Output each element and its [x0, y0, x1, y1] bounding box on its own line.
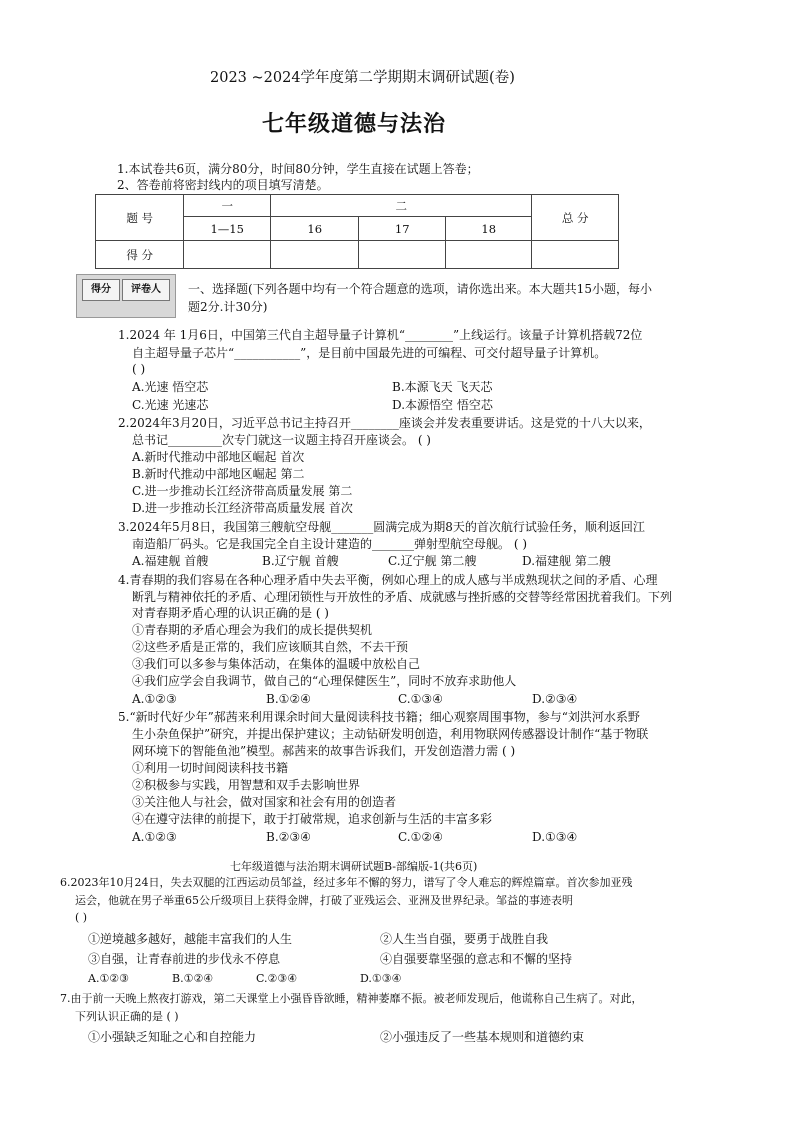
q1-paren: ( )	[132, 362, 146, 376]
part-one-header: 一	[184, 195, 271, 217]
q3-option-a: A.福建舰 首艘	[132, 554, 209, 568]
q2-option-a: A.新时代推动中部地区崛起 首次	[132, 450, 305, 464]
q6-line2: 运会，他就在男子举重65公斤级项目上获得金牌，打破了亚残运会、亚洲及世界纪录。邹益的事迹表明	[75, 894, 573, 907]
q1-option-d: D.本源悟空 悟空芯	[392, 398, 493, 412]
q16-header: 16	[270, 217, 358, 241]
q4-statement-1: ①青春期的矛盾心理会为我们的成长提供契机	[132, 623, 373, 637]
q4-statement-3: ③我们可以多参与集体活动，在集体的温暖中放松自己	[132, 657, 421, 671]
score-cell-17[interactable]	[359, 241, 446, 269]
q5-option-a: A.①②③	[132, 830, 177, 844]
q5-statement-3: ③关注他人与社会，做对国家和社会有用的创造者	[132, 795, 397, 809]
q18-header: 18	[445, 217, 532, 241]
q7-statement-2: ②小强违反了一些基本规则和道德约束	[380, 1030, 585, 1044]
grader-stamp	[76, 274, 176, 318]
q5-statement-2: ②积极参与实践，用智慧和双手去影响世界	[132, 778, 361, 792]
q3-option-b: B.辽宁舰 首艘	[262, 554, 339, 568]
sub-one: 1—15	[184, 217, 271, 241]
label-question-no: 题 号	[96, 195, 184, 241]
part-two-header: 二	[270, 195, 531, 217]
q4-option-b: B.①②④	[266, 692, 311, 706]
q3-option-d: D.福建舰 第二艘	[522, 554, 611, 568]
q2-line1: 2.2024年3月20日，习近平总书记主持召开________座谈会并发表重要讲话。这是党的十八大以来，	[118, 416, 651, 430]
q7-line2: 下列认识正确的是 ( )	[75, 1010, 179, 1023]
q3-line1: 3.2024年5月8日，我国第三艘航空母舰_______圆满完成为期8天的首次航行试验任务，顺利返回江	[118, 520, 645, 534]
q4-option-d: D.②③④	[532, 692, 578, 706]
q3-option-c: C.辽宁舰 第二艘	[388, 554, 477, 568]
q1-option-b: B.本源飞天 飞天芯	[392, 380, 493, 394]
q6-option-c: C.②③④	[256, 972, 298, 985]
section1-heading-line2: 题2分.计30分)	[188, 300, 268, 314]
q2-option-c: C.进一步推动长江经济带高质量发展 第二	[132, 484, 353, 498]
score-cell-total[interactable]	[532, 241, 619, 269]
page-footer: 七年级道德与法治期末调研试题B-部编版-1(共6页)	[230, 860, 478, 873]
q5-option-b: B.②③④	[266, 830, 311, 844]
q4-line1: 4.青春期的我们容易在各种心理矛盾中失去平衡，例如心理上的成人感与半成熟现状之间的矛盾、心理	[118, 573, 658, 587]
q1-option-a: A.光速 悟空芯	[132, 380, 209, 394]
q4-option-a: A.①②③	[132, 692, 177, 706]
section1-heading-line1: 一、选择题(下列各题中均有一个符合题意的选项，请你选出来。本大题共15小题，每小	[188, 282, 652, 296]
q6-statement-4: ④自强要靠坚强的意志和不懈的坚持	[380, 952, 573, 966]
q4-line3: 对青春期矛盾心理的认识正确的是 ( )	[132, 606, 329, 620]
q5-statement-4: ④在遵守法律的前提下，敢于打破常规，追求创新与生活的丰富多彩	[132, 812, 493, 826]
q1-line2: 自主超导量子芯片“___________”，是目前中国最先进的可编程、可交付超导量子计算机。	[132, 346, 607, 360]
q1-line1: 1.2024 年 1月6日，中国第三代自主超导量子计算机“________”上线运行。该量子计算机搭载72位	[118, 328, 643, 342]
q5-statement-1: ①利用一切时间阅读科技书籍	[132, 761, 289, 775]
q2-option-d: D.进一步推动长江经济带高质量发展 首次	[132, 501, 353, 515]
q4-line2: 断乳与精神依托的矛盾、心理闭锁性与开放性的矛盾、成就感与挫折感的交替等经常困扰着我们。下列	[132, 590, 673, 604]
q5-option-d: D.①③④	[532, 830, 578, 844]
q7-statement-1: ①小强缺乏知耻之心和自控能力	[88, 1030, 257, 1044]
q17-header: 17	[359, 217, 446, 241]
q5-option-c: C.①②④	[398, 830, 443, 844]
score-cell-18[interactable]	[445, 241, 532, 269]
q6-statement-1: ①逆境越多越好，越能丰富我们的人生	[88, 932, 293, 946]
total-header: 总 分	[532, 195, 619, 241]
q6-option-a: A.①②③	[88, 972, 130, 985]
q5-line1: 5.“新时代好少年”郝茜来利用课余时间大量阅读科技书籍；细心观察周围事物，参与“刘洪河水系野	[118, 710, 640, 724]
q4-statement-2: ②这些矛盾是正常的，我们应该顺其自然，不去干预	[132, 640, 409, 654]
q6-option-b: B.①②④	[172, 972, 214, 985]
q3-line2: 南造船厂码头。它是我国完全自主设计建造的_______弹射型航空母舰。 ( )	[132, 537, 527, 551]
q6-line1: 6.2023年10月24日，失去双腿的江西运动员邹益，经过多年不懈的努力，谱写了令人难忘的辉煌篇章。首次参加亚残	[60, 876, 633, 889]
subject-title: 七年级道德与法治	[262, 112, 447, 137]
q5-line3: 网环境下的智能鱼池”模型。郝茜来的故事告诉我们，开发创造潜力需 ( )	[132, 744, 516, 758]
q6-statement-2: ②人生当自强，要勇于战胜自我	[380, 932, 549, 946]
q2-line2: 总书记_________次专门就这一议题主持召开座谈会。 ( )	[132, 433, 431, 447]
label-score: 得 分	[96, 241, 184, 269]
q5-line2: 生小杂鱼保护”研究，并提出保护建议；主动钻研发明创造，利用物联网传感器设计制作“基于物联	[132, 727, 649, 741]
q6-statement-3: ③自强，让青春前进的步伐永不停息	[88, 952, 281, 966]
q4-option-c: C.①③④	[398, 692, 443, 706]
instruction-1: 1.本试卷共6页，满分80分，时间80分钟，学生直接在试题上答卷；	[117, 162, 479, 176]
q6-option-d: D.①③④	[360, 972, 402, 985]
q2-option-b: B.新时代推动中部地区崛起 第二	[132, 467, 305, 481]
instruction-2: 2、答卷前将密封线内的项目填写清楚。	[117, 178, 329, 192]
exam-title: 2023 ~2024学年度第二学期期末调研试题(卷)	[210, 70, 515, 86]
q4-statement-4: ④我们应学会自我调节，做自己的“心理保健医生”，同时不放弃求助他人	[132, 674, 517, 688]
q6-paren: ( )	[75, 911, 88, 924]
score-cell-1[interactable]	[184, 241, 271, 269]
score-cell-16[interactable]	[270, 241, 358, 269]
q1-option-c: C.光速 光速芯	[132, 398, 209, 412]
stamp-score-label: 得分	[82, 279, 120, 301]
score-table	[95, 194, 619, 269]
stamp-grader-label: 评卷人	[122, 279, 170, 301]
q7-line1: 7.由于前一天晚上熬夜打游戏，第二天课堂上小强昏昏欲睡，精神萎靡不振。被老师发现后，他谎称自己生病了。对此，	[60, 992, 643, 1005]
